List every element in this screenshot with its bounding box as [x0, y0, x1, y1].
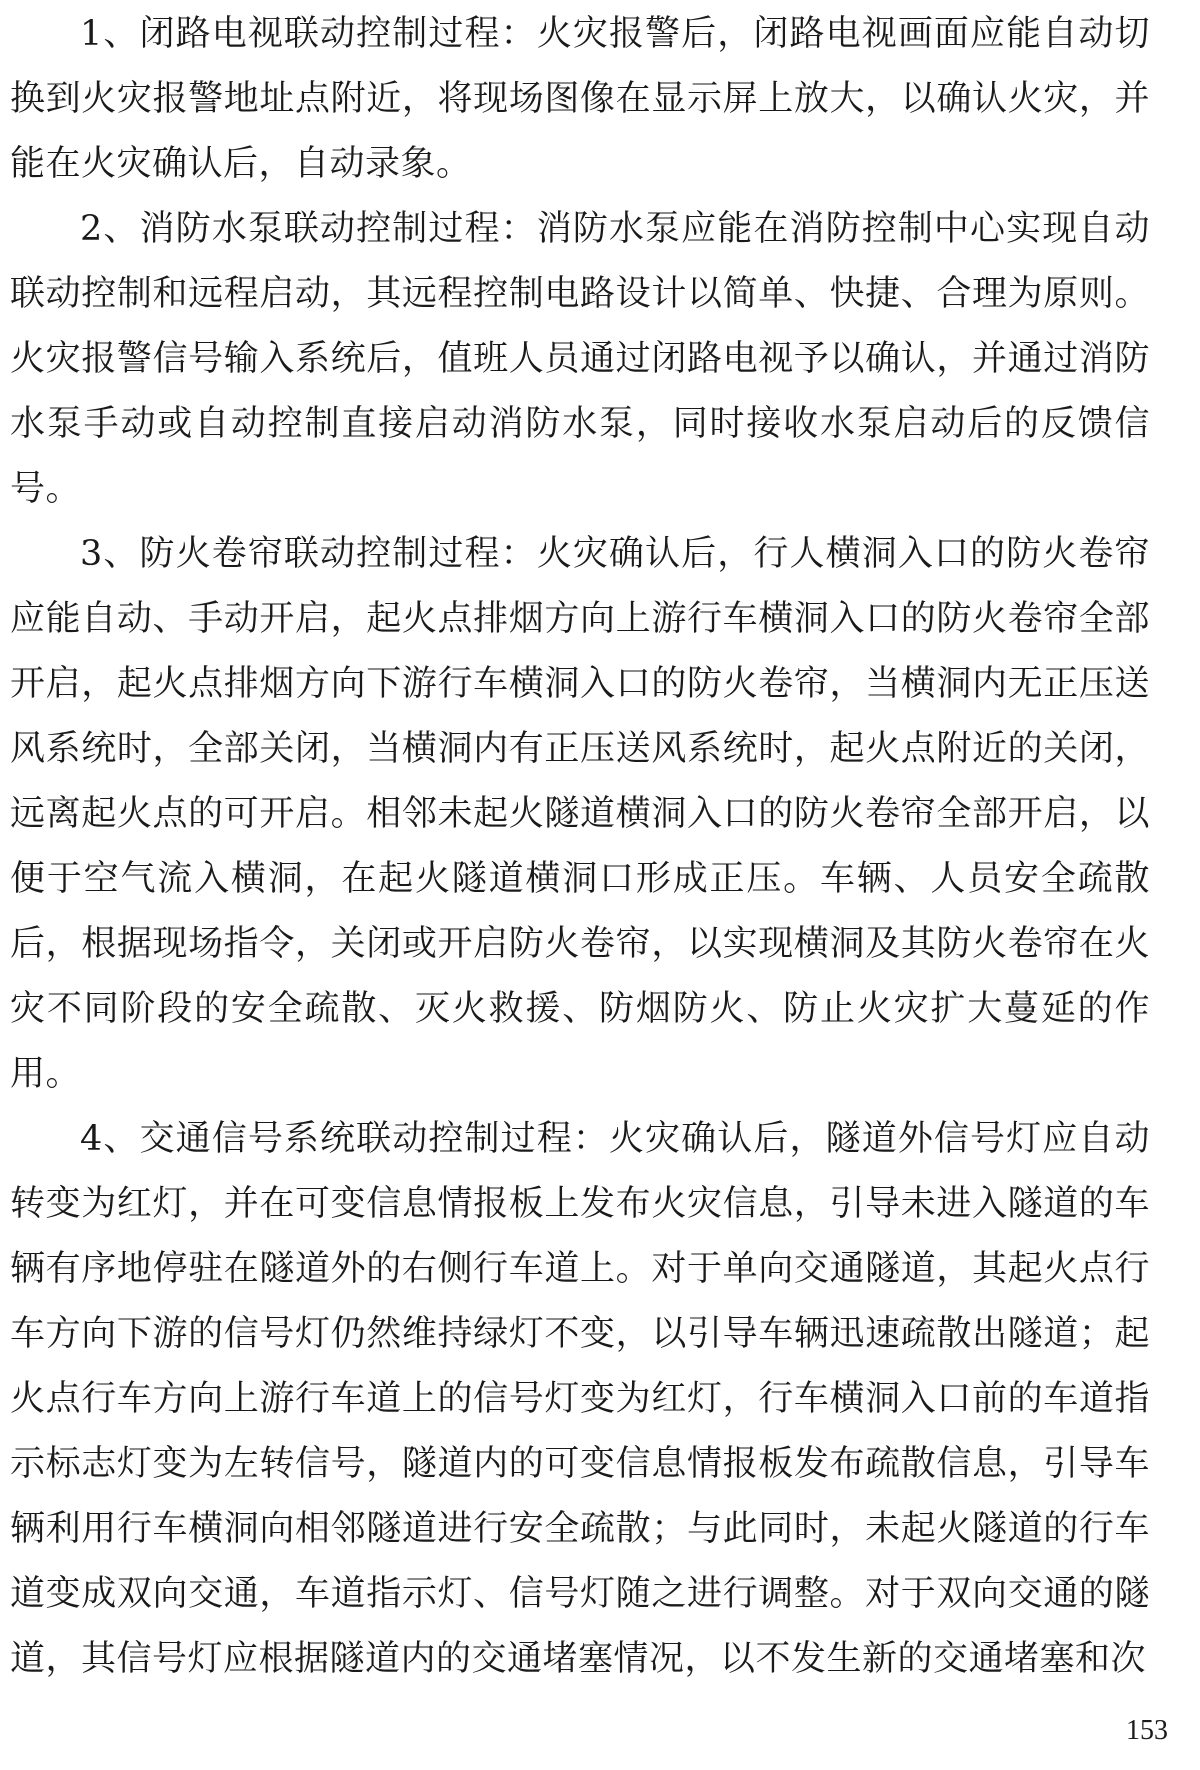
page-number: 153 — [1126, 1715, 1168, 1746]
paragraph-fire-pump-linkage: 2、消防水泵联动控制过程：消防水泵应能在消防控制中心实现自动联动控制和远程启动，其远程控制电路设计以简单、快捷、合理为原则。火灾报警信号输入系统后，值班人员通过闭路电视予以确认，并通过消防水泵手动或自动控制直接启动消防水泵，同时接收水泵启动后的反馈信号。 — [10, 209, 1150, 509]
paragraph-cctv-linkage: 1、闭路电视联动控制过程：火灾报警后，闭路电视画面应能自动切换到火灾报警地址点附近，将现场图像在显示屏上放大，以确认火灾，并能在火灾确认后，自动录象。 — [10, 14, 1150, 184]
paragraph-fire-shutter-linkage: 3、防火卷帘联动控制过程：火灾确认后，行人横洞入口的防火卷帘应能自动、手动开启，起火点排烟方向上游行车横洞入口的防火卷帘全部开启，起火点排烟方向下游行车横洞入口的防火卷帘，当横洞内无正压送风系统时，全部关闭，当横洞内有正压送风系统时，起火点附近的关闭，远离起火点的可开启。相邻未起火隧道横洞入口的防火卷帘全部开启，以便于空气流入横洞，在起火隧道横洞口形成正压。车辆、人员安全疏散后，根据现场指令，关闭或开启防火卷帘，以实现横洞及其防火卷帘在火灾不同阶段的安全疏散、灭火救援、防烟防火、防止火灾扩大蔓延的作用。 — [10, 534, 1150, 1094]
paragraph-traffic-signal-linkage: 4、交通信号系统联动控制过程：火灾确认后，隧道外信号灯应自动转变为红灯，并在可变信息情报板上发布火灾信息，引导未进入隧道的车辆有序地停驻在隧道外的右侧行车道上。对于单向交通隧道，其起火点行车方向下游的信号灯仍然维持绿灯不变，以引导车辆迅速疏散出隧道；起火点行车方向上游行车道上的信号灯变为红灯，行车横洞入口前的车道指示标志灯变为左转信号，隧道内的可变信息情报板发布疏散信息，引导车辆利用行车横洞向相邻隧道进行安全疏散；与此同时，未起火隧道的行车道变成双向交通，车道指示灯、信号灯随之进行调整。对于双向交通的隧道，其信号灯应根据隧道内的交通堵塞情况，以不发生新的交通堵塞和次 — [10, 1119, 1150, 1679]
body-text — [10, 2, 1150, 1692]
